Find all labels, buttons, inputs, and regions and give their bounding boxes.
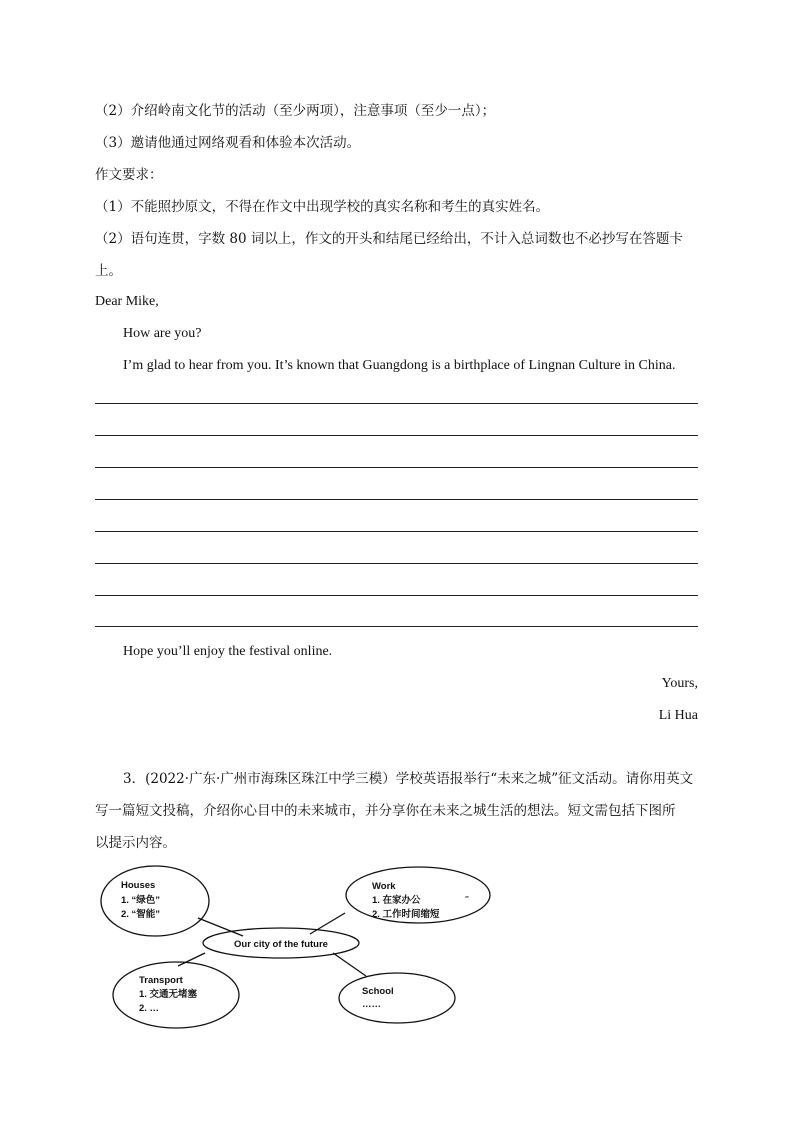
letter-signoff: Yours,	[661, 676, 698, 691]
question-3-line-1: 3．(2022·广东·广州市海珠区珠江中学三模）学校英语报举行“未来之城”征文活动。请你用英文	[123, 771, 694, 787]
writing-rule-2-line-2: 上。	[95, 263, 122, 279]
transport-title: Transport	[139, 975, 183, 986]
transport-item-1: 1. 交通无堵塞	[139, 989, 198, 1000]
question-3-line-3: 以提示内容。	[95, 835, 176, 851]
node-school	[339, 973, 455, 1023]
answer-line[interactable]	[95, 499, 698, 500]
work-title: Work	[372, 881, 396, 892]
requirement-item-3: （3）邀请他通过网络观看和体验本次活动。	[95, 135, 361, 151]
node-houses	[101, 866, 209, 936]
houses-title: Houses	[121, 880, 156, 891]
letter-greeting: How are you?	[123, 326, 202, 341]
transport-item-2: 2. …	[139, 1003, 160, 1014]
letter-opening: I’m glad to hear from you. It’s known that Guangdong is a birthplace of Lingnan Culture in China.	[123, 358, 676, 373]
connector-work	[310, 913, 345, 934]
answer-line[interactable]	[95, 403, 698, 404]
letter-closing: Hope you’ll enjoy the festival online.	[123, 644, 333, 659]
question-3-line-2: 写一篇短文投稿，介绍你心目中的未来城市，并分享你在未来之城生活的想法。短文需包括下图所	[95, 803, 676, 819]
answer-line[interactable]	[95, 467, 698, 468]
letter-salutation: Dear Mike,	[95, 294, 159, 309]
answer-line[interactable]	[95, 563, 698, 564]
houses-item-2: 2. “智能”	[121, 909, 161, 920]
work-item-1: 1. 在家办公	[372, 895, 421, 906]
requirement-item-2: （2）介绍岭南文化节的活动（至少两项），注意事项（至少一点）；	[95, 103, 496, 119]
node-work	[346, 867, 490, 923]
work-item-2: 2. 工作时间缩短	[372, 909, 440, 920]
letter-signature: Li Hua	[658, 708, 698, 723]
answer-line[interactable]	[95, 595, 698, 596]
school-title: School	[362, 986, 394, 997]
writing-rule-1: （1）不能照抄原文，不得在作文中出现学校的真实名称和考生的真实姓名。	[95, 199, 550, 215]
connector-transport	[178, 953, 205, 966]
answer-line[interactable]	[95, 531, 698, 532]
connector-school	[333, 953, 366, 976]
answer-line[interactable]	[95, 626, 698, 627]
school-item-1: ……	[362, 999, 381, 1010]
answer-line[interactable]	[95, 435, 698, 436]
center-label: Our city of the future	[234, 939, 328, 950]
work-mark: ꟹ	[465, 896, 469, 902]
writing-requirements-heading: 作文要求：	[95, 167, 163, 183]
node-transport	[113, 962, 239, 1028]
node-center	[203, 928, 359, 958]
writing-rule-2-line-1: （2）语句连贯，字数 80 词以上，作文的开头和结尾已经给出，不计入总词数也不必抄写在答题卡	[95, 231, 683, 247]
houses-item-1: 1. “绿色”	[121, 895, 161, 906]
connector-houses	[198, 918, 243, 936]
